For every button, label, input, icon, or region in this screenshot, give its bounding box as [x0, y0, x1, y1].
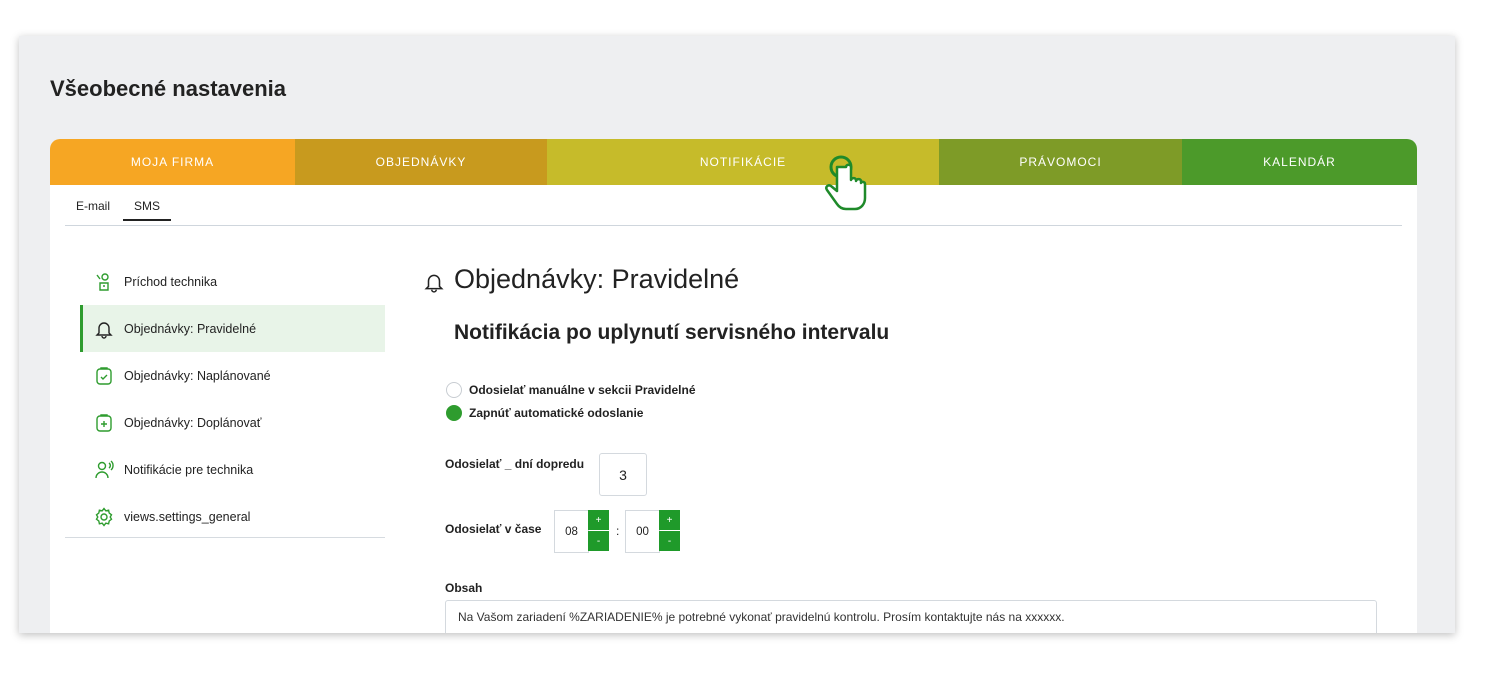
clipboard-check-icon [93, 365, 115, 387]
main-tabs [50, 139, 1417, 185]
tab-pravomoci[interactable]: PRÁVOMOCI [939, 139, 1182, 185]
hour-minus-button[interactable]: - [588, 531, 609, 551]
body-label: Obsah [445, 581, 483, 595]
minute-input[interactable]: 00 [625, 510, 660, 553]
sidebar-item-prichod-technika[interactable] [80, 258, 385, 305]
tab-moja-firma[interactable]: MOJA FIRMA [50, 139, 295, 185]
minute-plus-button[interactable]: + [659, 510, 680, 530]
radio-manual[interactable] [446, 382, 696, 398]
clipboard-plus-icon [93, 412, 115, 434]
gear-icon [93, 506, 115, 528]
days-ahead-input[interactable]: 3 [599, 453, 647, 496]
sidebar-item-naplanovane[interactable] [80, 352, 385, 399]
content-title [423, 264, 739, 295]
notification-sidebar [65, 254, 385, 538]
sidebar-item-settings-general[interactable] [80, 493, 385, 540]
subtab-email[interactable]: E-mail [76, 199, 111, 213]
tab-objednavky[interactable]: OBJEDNÁVKY [295, 139, 547, 185]
sidebar-item-label: Objednávky: Pravidelné [124, 321, 257, 336]
settings-panel [50, 139, 1417, 633]
subtab-sms[interactable]: SMS [123, 199, 171, 221]
tab-notifikacie[interactable]: NOTIFIKÁCIE [547, 139, 939, 185]
bell-icon [423, 269, 445, 291]
radio-manual-label: Odosielať manuálne v sekcii Pravidelné [469, 383, 696, 397]
sidebar-item-label: Príchod technika [124, 274, 218, 289]
content-title-text: Objednávky: Pravidelné [454, 264, 740, 294]
section-heading: Notifikácia po uplynutí servisného intervalu [454, 321, 890, 344]
minute-minus-button[interactable]: - [659, 531, 680, 551]
sidebar-item-label: Notifikácie pre technika [124, 462, 254, 477]
sidebar-item-label: Objednávky: Naplánované [124, 368, 271, 383]
hour-plus-button[interactable]: + [588, 510, 609, 530]
hour-input[interactable]: 08 [554, 510, 589, 553]
app-window [19, 36, 1455, 633]
sidebar-item-pravidelne[interactable] [80, 305, 385, 352]
tab-kalendar[interactable]: KALENDÁR [1182, 139, 1417, 185]
page-title: Všeobecné nastavenia [50, 76, 287, 101]
send-time-label: Odosielať v čase [445, 522, 542, 536]
channel-tabs [65, 185, 1402, 226]
radio-auto[interactable] [446, 405, 643, 421]
sidebar-item-label: views.settings_general [124, 509, 251, 524]
technician-icon [93, 271, 115, 293]
radio-auto-label: Zapnúť automatické odoslanie [469, 406, 644, 420]
sidebar-item-notifikacie-technika[interactable] [80, 446, 385, 493]
sidebar-item-label: Objednávky: Doplánovať [124, 415, 262, 430]
hand-pointer-icon [820, 152, 872, 214]
bell-icon [93, 318, 115, 340]
radio-manual-circle[interactable] [446, 382, 462, 398]
user-notify-icon [93, 459, 115, 481]
radio-auto-circle[interactable] [446, 405, 462, 421]
sidebar-item-doplanovat[interactable] [80, 399, 385, 446]
days-ahead-label: Odosielať _ dní dopredu [445, 457, 585, 471]
time-separator: : [616, 524, 620, 538]
message-body-input[interactable]: Na Vašom zariadení %ZARIADENIE% je potrebné vykonať pravidelnú kontrolu. Prosím kontaktujte nás na xxxxxx. [445, 600, 1377, 633]
